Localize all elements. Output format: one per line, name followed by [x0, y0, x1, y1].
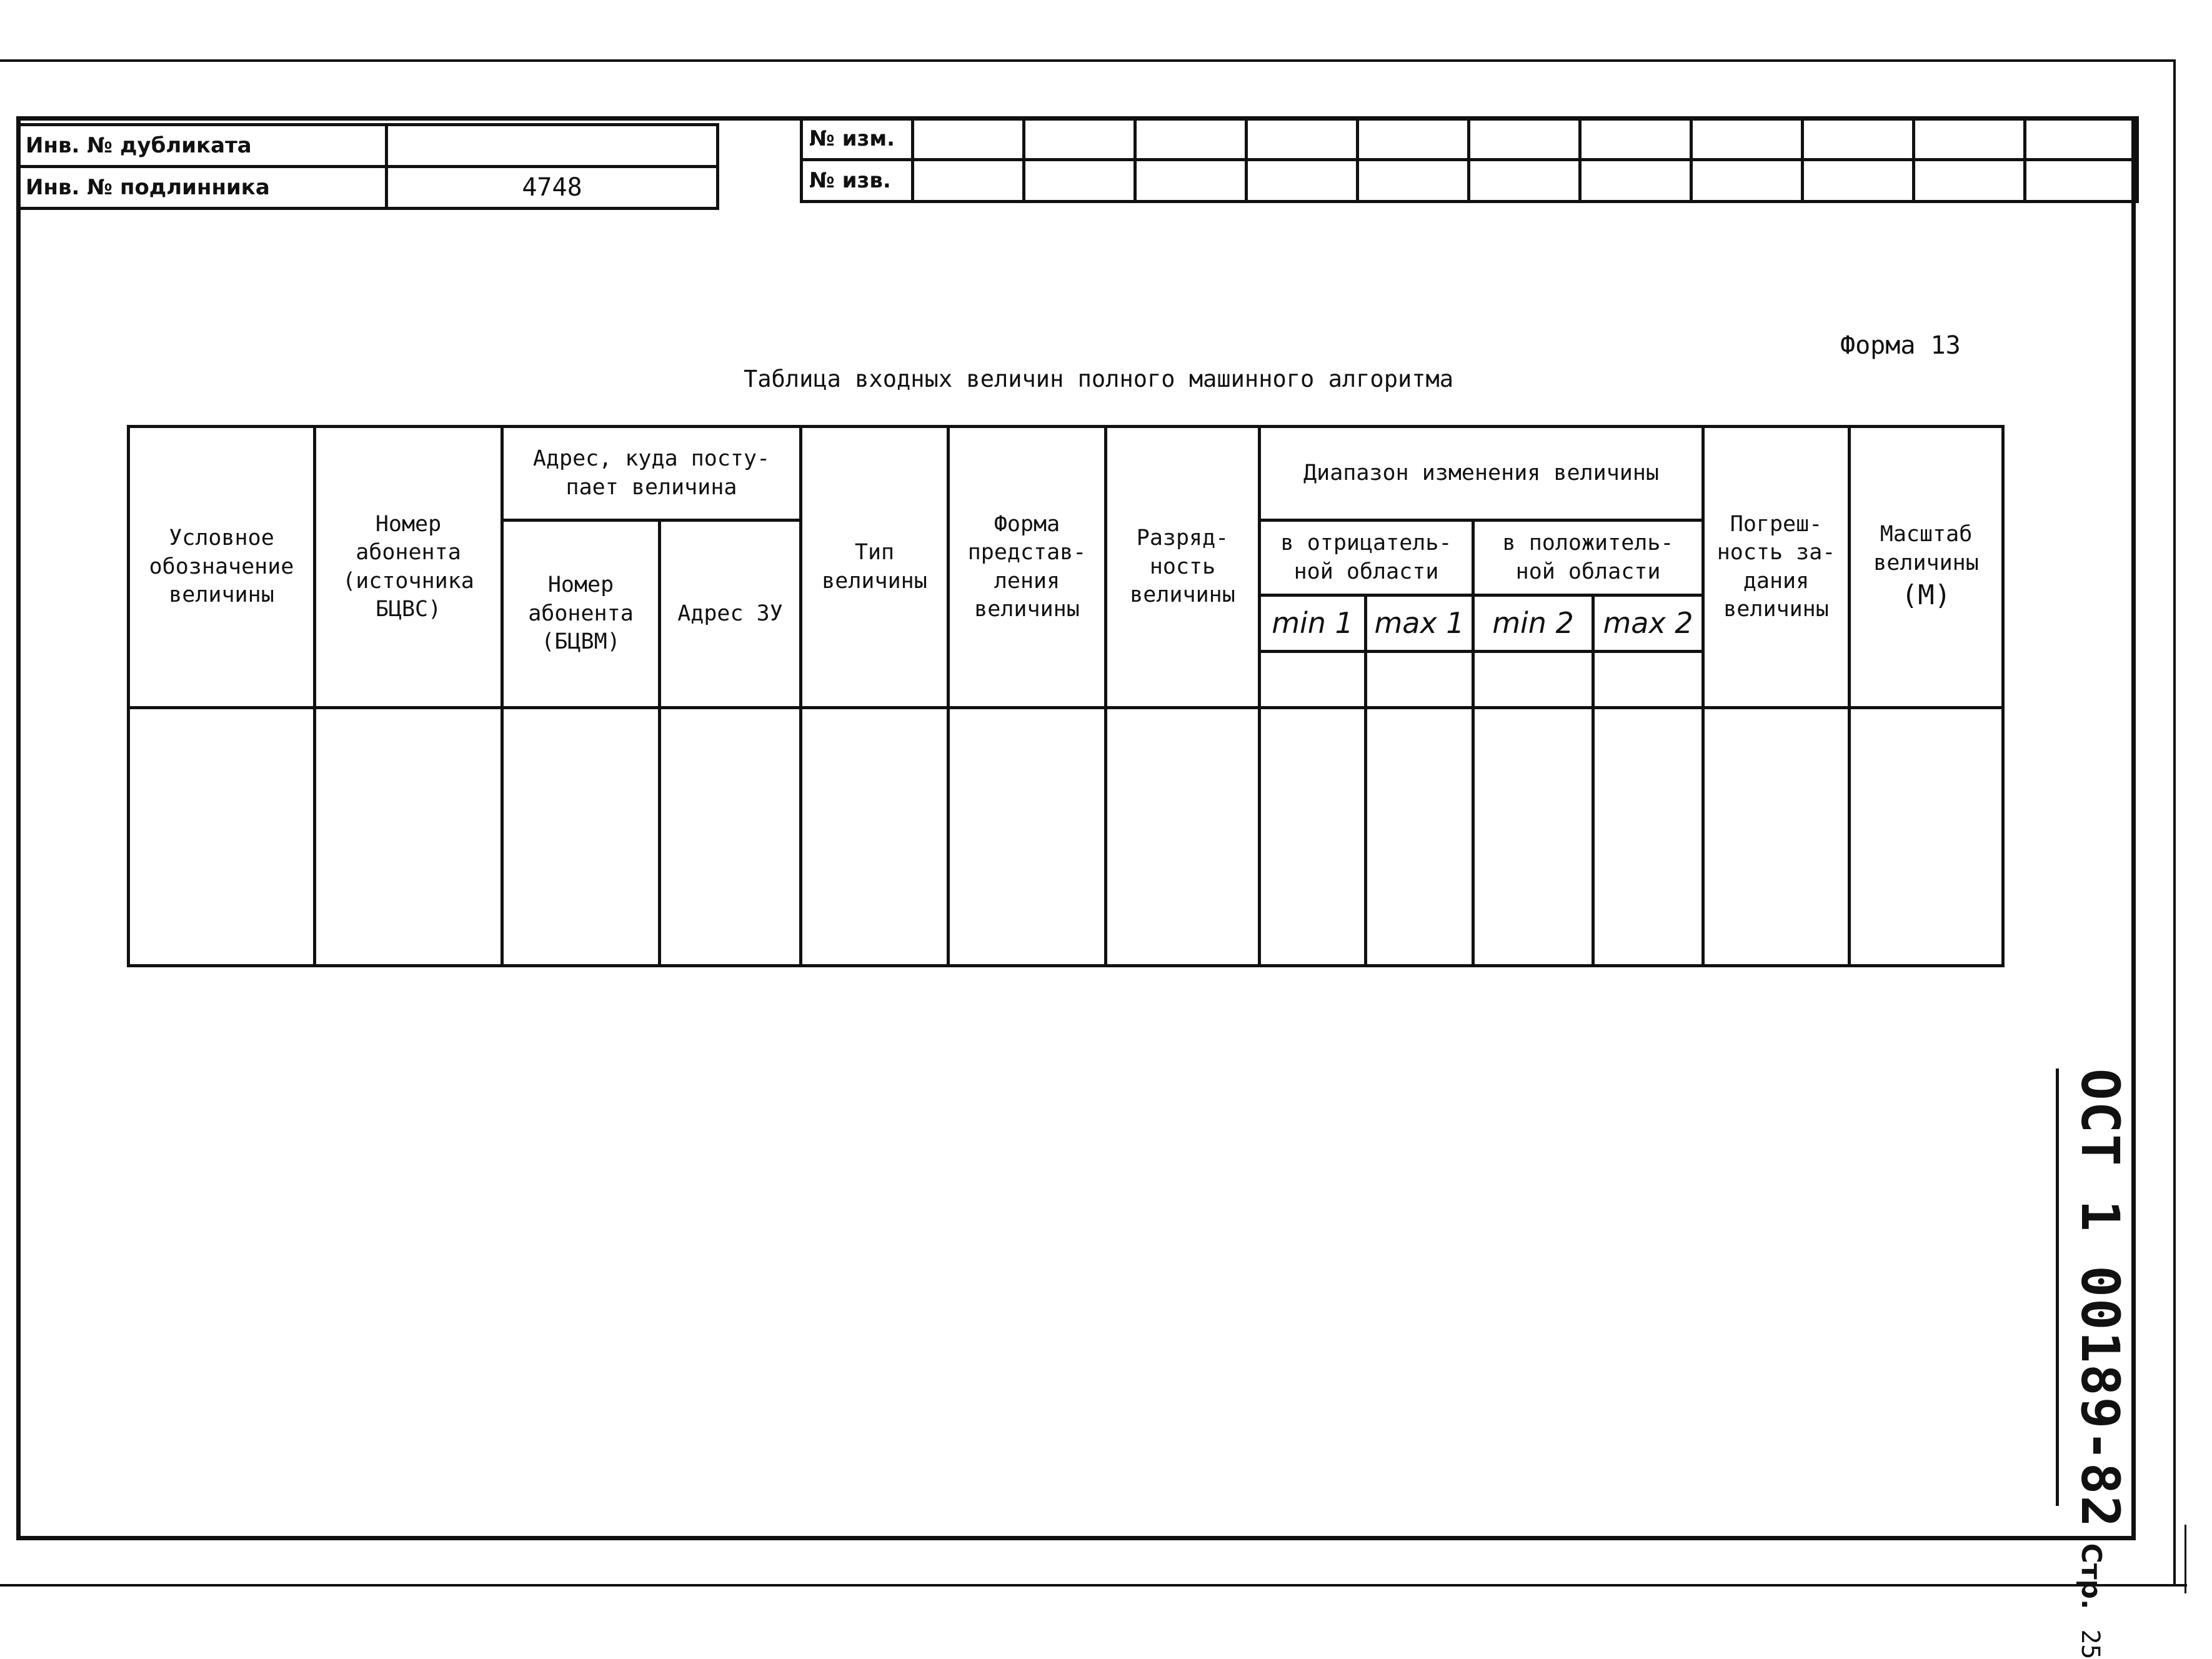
- stamp-cell: [1580, 160, 1691, 202]
- stamp-cell: [1135, 118, 1247, 160]
- header-blank-cell: [1473, 652, 1593, 708]
- stamp-row-change: [802, 118, 2138, 160]
- stamp-row-original: [18, 167, 718, 209]
- stamp-cell: [1469, 160, 1580, 202]
- table-cell: [129, 708, 315, 966]
- table-cell: [1703, 708, 1850, 966]
- table-cell: [1473, 708, 1593, 966]
- header-form: Форма представ- ления величины: [949, 427, 1106, 708]
- table-cell: [502, 708, 660, 966]
- header-scale-label: Масштаб величины: [1873, 522, 1979, 575]
- header-range-negative: в отрицатель- ной области: [1260, 521, 1473, 595]
- stamp-cell: [1247, 118, 1358, 160]
- stamp-label-change: № изм.: [802, 118, 913, 160]
- stamp-cell: [1024, 160, 1135, 202]
- stamp-cell: [1914, 160, 2025, 202]
- header-row-1: [129, 427, 2003, 521]
- sheet-top-line: [0, 59, 2175, 62]
- header-min1: min 1: [1260, 595, 1366, 652]
- header-min2: min 2: [1473, 595, 1593, 652]
- header-max2: max 2: [1593, 595, 1703, 652]
- sheet-right-line: [2173, 59, 2176, 1587]
- document-number: ОСТ 1 00189-82: [2070, 1069, 2131, 1529]
- stamp-cell: [1691, 118, 1803, 160]
- table-cell: [949, 708, 1106, 966]
- table-title: Таблица входных величин полного машинного алгоритма: [744, 366, 1454, 392]
- stamp-cell: [913, 118, 1024, 160]
- header-subscriber: Номер абонента (источника БЦВС): [315, 427, 502, 708]
- stamp-cell: [1247, 160, 1358, 202]
- header-scale-symbol: (M): [1901, 579, 1951, 612]
- table-cell: [1593, 708, 1703, 966]
- stamp-cell: [1469, 118, 1580, 160]
- stamp-cell: [913, 160, 1024, 202]
- form-number: Форма 13: [1840, 331, 1961, 360]
- page-label: Стр.: [2075, 1543, 2107, 1610]
- stamp-cell: [1580, 118, 1691, 160]
- header-blank-cell: [1366, 652, 1473, 708]
- header-address-group: Адрес, куда посту- пает величина: [502, 427, 801, 521]
- header-error: Погреш- ность за- дания величины: [1703, 427, 1850, 708]
- table-cell: [1366, 708, 1473, 966]
- change-record-stamp: [800, 116, 2139, 203]
- stamp-cell: [1803, 160, 1914, 202]
- stamp-row-notice: [802, 160, 2138, 202]
- stamp-cell: [1358, 160, 1469, 202]
- header-type: Тип величины: [801, 427, 949, 708]
- stamp-cell: [1135, 160, 1247, 202]
- input-values-table: [127, 425, 2005, 967]
- header-symbol: Условное обозначение величины: [129, 427, 315, 708]
- header-bitness: Разряд- ность величины: [1106, 427, 1260, 708]
- table-row: [129, 708, 2003, 966]
- sheet-bottom-line: [0, 1584, 2187, 1587]
- header-address-memory: Адрес ЗУ: [660, 521, 801, 708]
- document-code-text: [2056, 1069, 2131, 1659]
- stamp-label-original: Инв. № подлинника: [18, 167, 387, 209]
- table-cell: [1260, 708, 1366, 966]
- stamp-cell: [1803, 118, 1914, 160]
- stamp-row-duplicate: [18, 125, 718, 167]
- inventory-stamp: [16, 123, 719, 210]
- header-range-positive: в положитель- ной области: [1473, 521, 1703, 595]
- stamp-cell: [2025, 160, 2138, 202]
- stamp-cell: [1358, 118, 1469, 160]
- stamp-cell: [1914, 118, 2025, 160]
- table-cell: [1850, 708, 2003, 966]
- table-cell: [801, 708, 949, 966]
- stamp-value-duplicate: [387, 125, 718, 167]
- table-cell: [315, 708, 502, 966]
- header-blank-cell: [1260, 652, 1366, 708]
- header-address-subscriber: Номер абонента (БЦВМ): [502, 521, 660, 708]
- stamp-cell: [2025, 118, 2138, 160]
- stamp-cell: [1691, 160, 1803, 202]
- stamp-cell: [1024, 118, 1135, 160]
- document-code-block: [2056, 1069, 2131, 1659]
- header-max1: max 1: [1366, 595, 1473, 652]
- header-scale: [1850, 427, 2003, 708]
- table-cell: [660, 708, 801, 966]
- table-cell: [1106, 708, 1260, 966]
- page-number: 25: [2076, 1629, 2105, 1659]
- header-range-group: Диапазон изменения величины: [1260, 427, 1703, 521]
- header-blank-cell: [1593, 652, 1703, 708]
- stamp-label-duplicate: Инв. № дубликата: [18, 125, 387, 167]
- stamp-label-notice: № изв.: [802, 160, 913, 202]
- sheet-corner-mark: [2185, 1525, 2186, 1593]
- stamp-value-original: 4748: [387, 167, 718, 209]
